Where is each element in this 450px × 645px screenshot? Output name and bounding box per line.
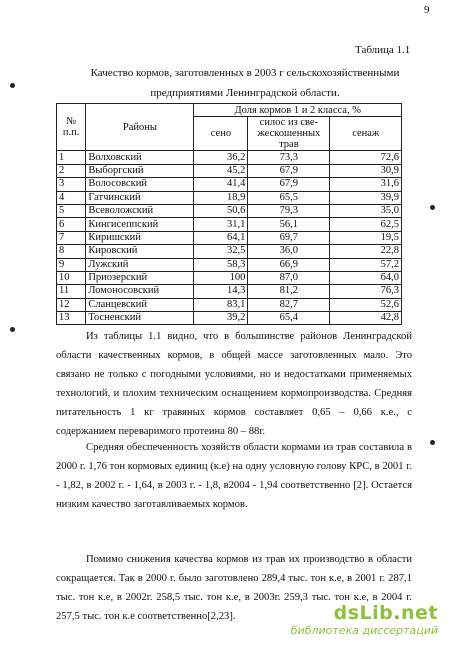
table-row <box>57 285 402 298</box>
watermark-logo: dsLib.net <box>333 602 438 624</box>
row-haylage: 39,9 <box>330 191 402 204</box>
scan-mark <box>430 440 435 445</box>
header-district: Районы <box>86 104 194 151</box>
row-hay: 41,4 <box>194 178 248 191</box>
row-district: Сланцевский <box>86 298 194 311</box>
row-district: Киришский <box>86 231 194 244</box>
table-row <box>57 218 402 231</box>
row-hay: 36,2 <box>194 151 248 164</box>
table-row <box>57 231 402 244</box>
row-hay: 32,5 <box>194 245 248 258</box>
row-silage: 79,3 <box>248 204 330 217</box>
table-row <box>57 271 402 284</box>
row-haylage: 31,6 <box>330 178 402 191</box>
row-num: 9 <box>57 258 86 271</box>
row-num: 5 <box>57 204 86 217</box>
table-row <box>57 245 402 258</box>
row-silage: 82,7 <box>248 298 330 311</box>
row-silage: 65,5 <box>248 191 330 204</box>
table-row <box>57 298 402 311</box>
page-number: 9 <box>424 4 430 16</box>
row-silage: 67,9 <box>248 178 330 191</box>
feed-quality-table <box>56 103 402 325</box>
row-district: Кингисеппский <box>86 218 194 231</box>
row-silage: 36,0 <box>248 245 330 258</box>
paragraph-1: Из таблицы 1.1 видно, что в большинстве районов Ленинградской области качественных кормов, в общей массе заготовленных мало. Это связано не только с погодными условиями, но и недостатками применяемых технологий, и плохим техническим оснащением кормопроизводства. Средняя питательность 1 кг травяных кормов составляет 0,65 – 0,66 к.е., с содержанием переваримого протеина 80 – 88г. <box>56 331 412 437</box>
table-row <box>57 204 402 217</box>
paragraph-3: Помимо снижения качества кормов из трав их производство в области сокращается. Так в 2000 г. было заготовлено 289,4 тыс. тон к.е, в 2001 г. 287,1 тыс. тон к.е, в 2002г. 258,5 тыс. тон к.е, в 2003г. 259,3 тыс. тон к.е, в 2004 г. 257,5 тыс. тон к.е соответственно[2,23]. <box>56 554 412 622</box>
row-haylage: 35,0 <box>330 204 402 217</box>
table-row <box>57 151 402 164</box>
row-hay: 83,1 <box>194 298 248 311</box>
row-haylage: 22,8 <box>330 245 402 258</box>
header-hay: сено <box>194 117 248 151</box>
row-hay: 58,3 <box>194 258 248 271</box>
row-haylage: 64,0 <box>330 271 402 284</box>
row-district: Приозерский <box>86 271 194 284</box>
row-num: 7 <box>57 231 86 244</box>
row-silage: 66,9 <box>248 258 330 271</box>
row-haylage: 62,5 <box>330 218 402 231</box>
row-silage: 87,0 <box>248 271 330 284</box>
row-num: 13 <box>57 312 86 325</box>
row-silage: 73,3 <box>248 151 330 164</box>
row-num: 3 <box>57 178 86 191</box>
table-title-line2: предприятиями Ленинградской области. <box>150 87 340 99</box>
table-row <box>57 258 402 271</box>
header-group: Доля кормов 1 и 2 класса, % <box>194 104 402 117</box>
row-district: Тосненский <box>86 312 194 325</box>
table-row <box>57 178 402 191</box>
row-hay: 50,6 <box>194 204 248 217</box>
row-hay: 31,1 <box>194 218 248 231</box>
row-num: 6 <box>57 218 86 231</box>
scan-mark <box>10 83 15 88</box>
row-haylage: 76,3 <box>330 285 402 298</box>
row-hay: 18,9 <box>194 191 248 204</box>
row-district: Гатчинский <box>86 191 194 204</box>
row-hay: 45,2 <box>194 164 248 177</box>
watermark-subtitle: библиотека диссертаций <box>290 624 438 637</box>
row-num: 2 <box>57 164 86 177</box>
row-num: 11 <box>57 285 86 298</box>
row-silage: 65,4 <box>248 312 330 325</box>
row-district: Лужский <box>86 258 194 271</box>
row-hay: 64,1 <box>194 231 248 244</box>
row-district: Выборгский <box>86 164 194 177</box>
scan-mark <box>10 327 15 332</box>
table-title-line1: Качество кормов, заготовленных в 2003 г сельскохозяйственными <box>90 67 400 79</box>
row-district: Всеволожский <box>86 204 194 217</box>
row-haylage: 42,8 <box>330 312 402 325</box>
row-num: 4 <box>57 191 86 204</box>
row-haylage: 30,9 <box>330 164 402 177</box>
row-num: 10 <box>57 271 86 284</box>
row-hay: 39,2 <box>194 312 248 325</box>
row-silage: 81,2 <box>248 285 330 298</box>
row-district: Кировский <box>86 245 194 258</box>
row-silage: 56,1 <box>248 218 330 231</box>
row-num: 12 <box>57 298 86 311</box>
watermark <box>291 602 438 637</box>
row-silage: 69,7 <box>248 231 330 244</box>
row-num: 1 <box>57 151 86 164</box>
row-district: Волховский <box>86 151 194 164</box>
header-num: № п.п. <box>57 104 86 151</box>
table-row <box>57 312 402 325</box>
header-silage: силос из све- жескошенных трав <box>248 117 330 151</box>
row-hay: 100 <box>194 271 248 284</box>
table-row <box>57 191 402 204</box>
row-haylage: 52,6 <box>330 298 402 311</box>
row-num: 8 <box>57 245 86 258</box>
row-haylage: 19,5 <box>330 231 402 244</box>
row-district: Ломоносовский <box>86 285 194 298</box>
paragraph-2: Средняя обеспеченность хозяйств области кормами из трав составила в 2000 г. 1,76 тон кормовых единиц (к.е) на одну условную голову КРС, в 2001 г. - 1,82, в 2002 г. - 1,64, в 2003 г. - 1,8, в2004 - 1,94 соответственно [2]. Остается низким качество заготавливаемых кормов. <box>56 442 412 510</box>
row-district: Волосовский <box>86 178 194 191</box>
header-haylage: сенаж <box>330 117 402 151</box>
table-row <box>57 164 402 177</box>
scan-mark <box>430 205 435 210</box>
row-haylage: 72,6 <box>330 151 402 164</box>
table-label: Таблица 1.1 <box>355 44 411 56</box>
row-silage: 67,9 <box>248 164 330 177</box>
row-haylage: 57,2 <box>330 258 402 271</box>
row-hay: 14,3 <box>194 285 248 298</box>
